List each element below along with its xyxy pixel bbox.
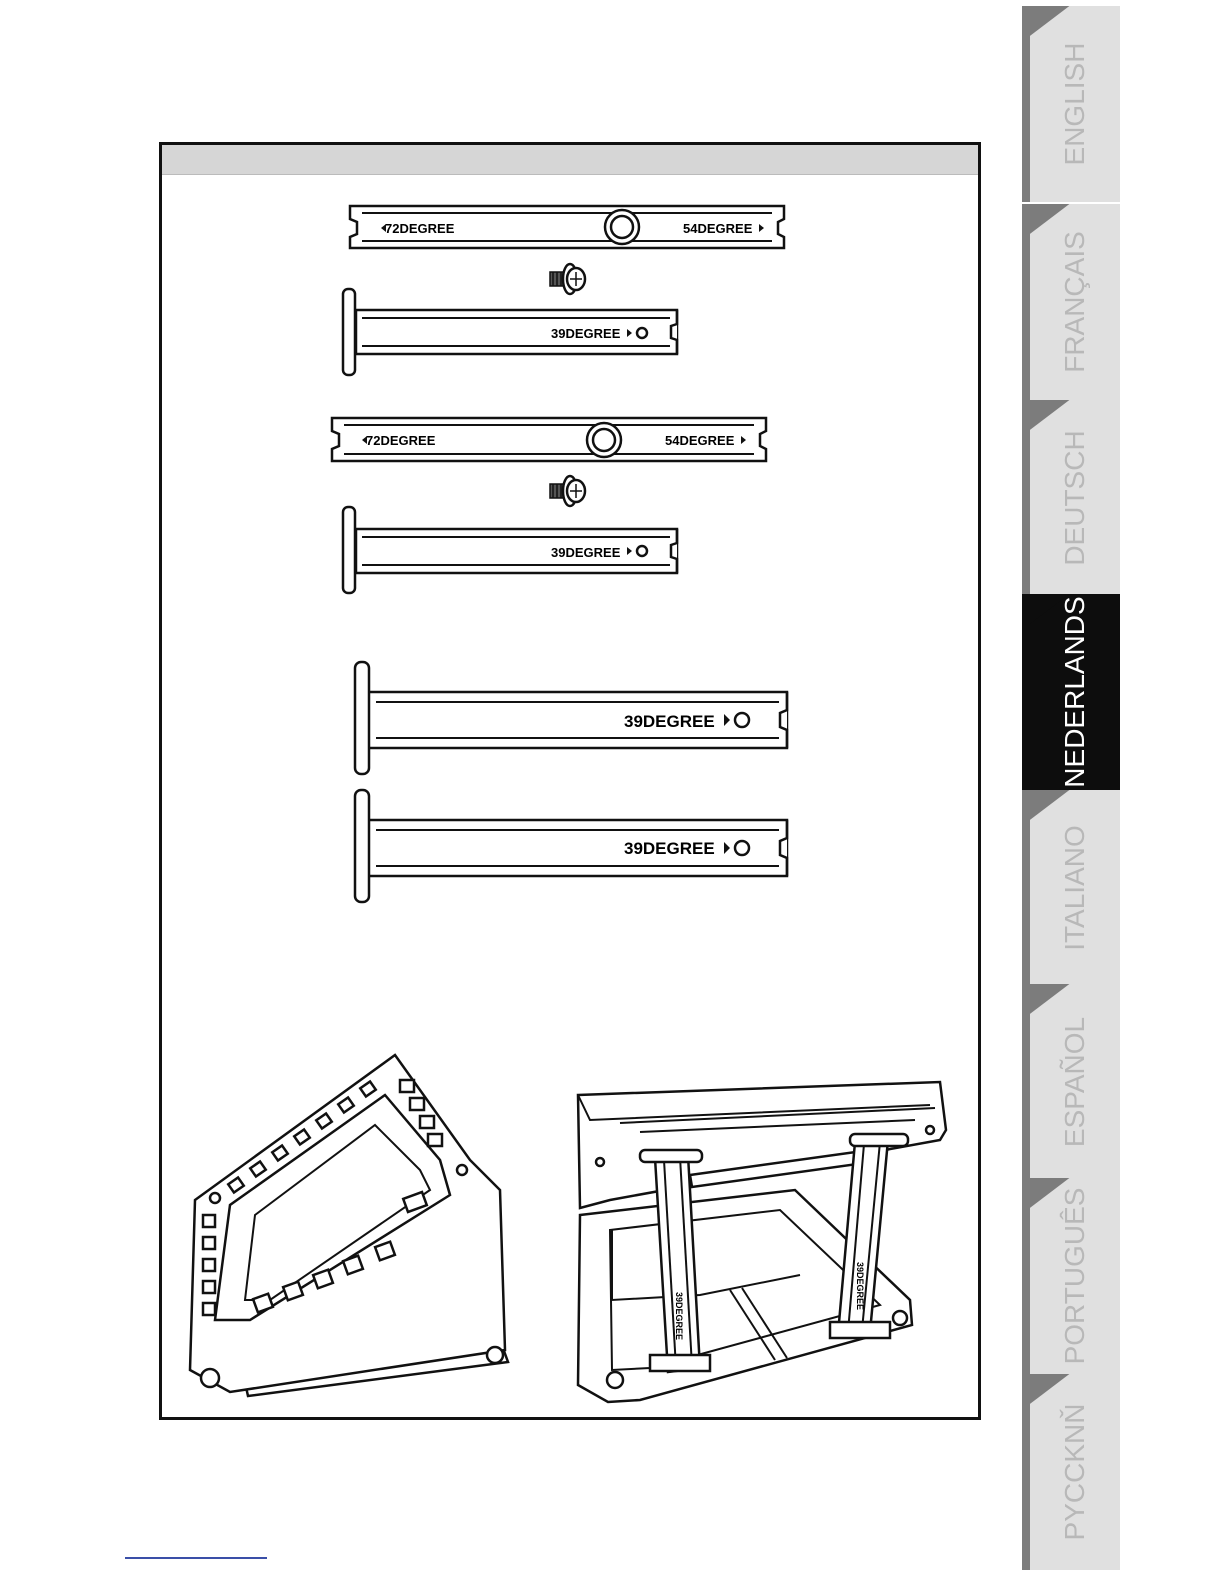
strut-label-39: 39DEGREE [551,545,621,560]
strut-label-39: 39DEGREE [624,712,715,731]
tab-english[interactable] [1022,6,1120,202]
screw-icon [550,476,585,506]
long-strut-1 [350,206,784,248]
tab-francais[interactable] [1022,204,1120,400]
footer-link-underline [125,1557,267,1559]
strut-label-54: 54DEGREE [683,221,753,236]
strut-label-39: 39DEGREE [674,1292,684,1341]
tab-label: ESPAÑOL [1059,1016,1090,1148]
long-strut-2 [332,418,766,461]
tab-russian[interactable] [1022,1374,1120,1570]
language-tabs [1022,0,1224,1584]
tab-label: FRANÇAIS [1059,231,1090,373]
tab-espanol[interactable] [1022,984,1120,1180]
tab-portugues[interactable] [1022,1178,1120,1374]
strut-label-54: 54DEGREE [665,433,735,448]
tab-nederlands[interactable] [1022,594,1120,790]
large-strut-1 [355,662,787,774]
short-strut-1 [343,289,677,375]
large-strut-2 [355,790,787,902]
screw-icon [550,264,585,294]
tab-deutsch[interactable] [1022,400,1120,596]
short-strut-2 [343,507,677,593]
stand-front-view [190,1055,508,1396]
strut-label-39: 39DEGREE [551,326,621,341]
tab-label: NEDERLANDS [1059,596,1090,788]
tab-label: PYCCKNŇ [1059,1403,1090,1541]
tab-label: ENGLISH [1059,42,1090,166]
strut-label-39: 39DEGREE [624,839,715,858]
strut-label-72: 72DEGREE [385,221,455,236]
stand-back-view [578,1082,946,1402]
tab-label: PORTUGUÊS [1059,1187,1090,1365]
tab-label: DEUTSCH [1059,430,1090,566]
strut-label-72: 72DEGREE [366,433,436,448]
strut-label-39: 39DEGREE [855,1262,865,1311]
tab-italiano[interactable] [1022,790,1120,986]
tab-label: ITALIANO [1059,825,1090,951]
